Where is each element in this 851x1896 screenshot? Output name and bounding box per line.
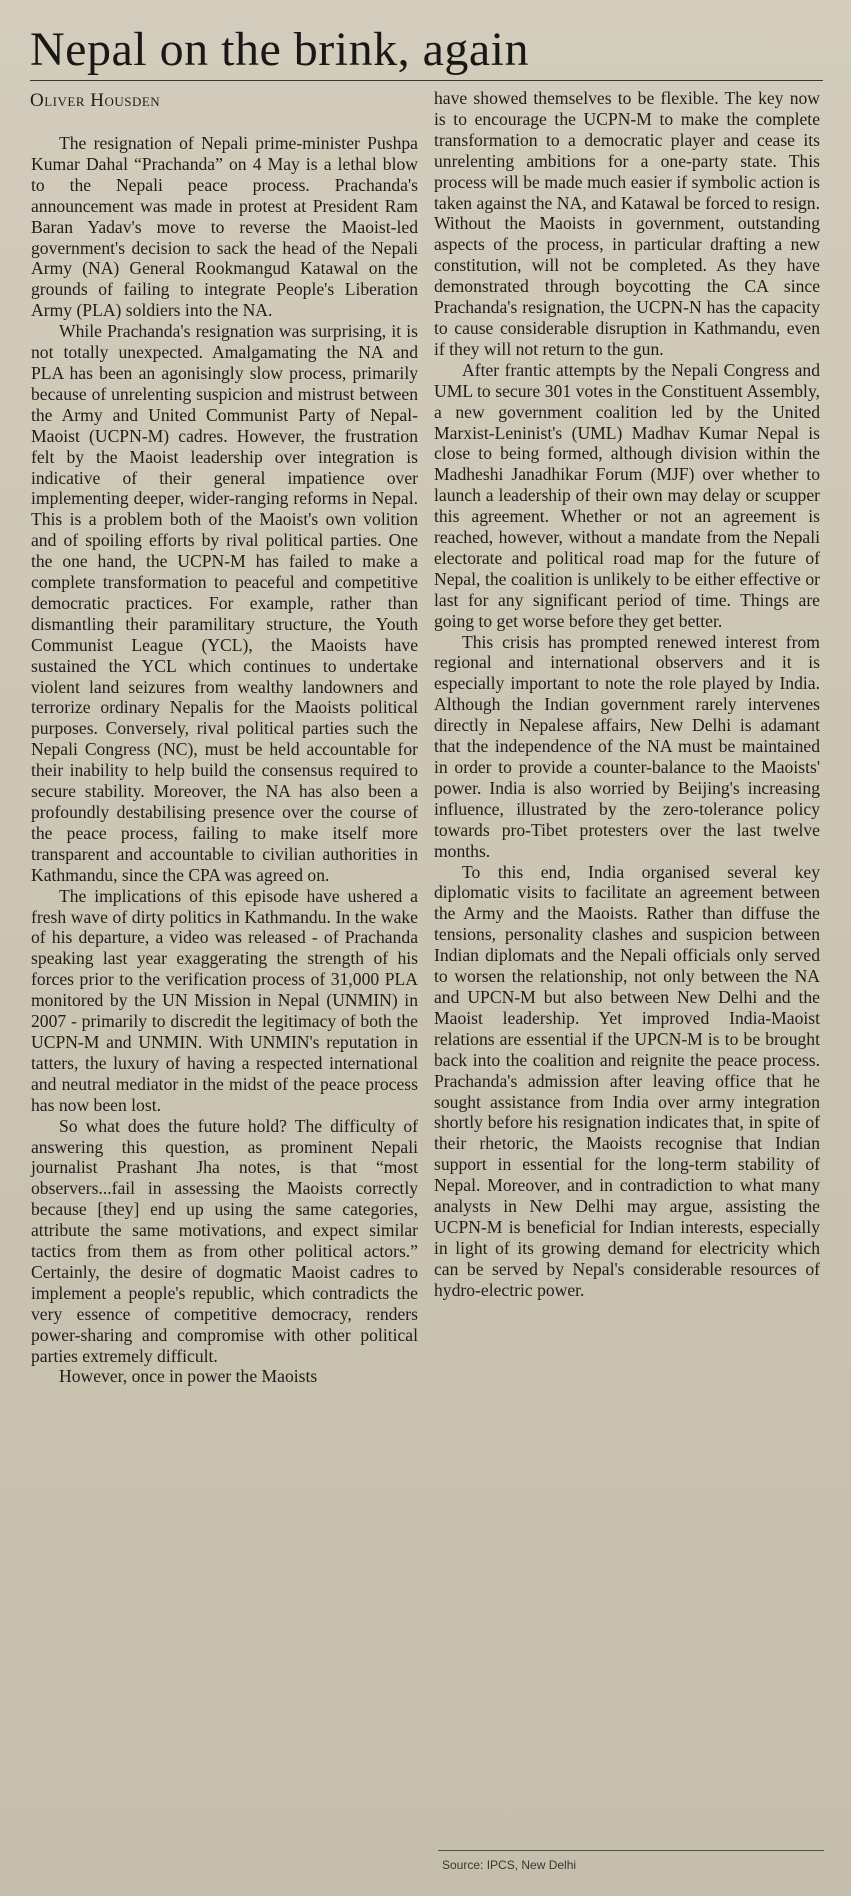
article-column-right: [434, 88, 820, 1301]
paragraph: However, once in power the Maoists: [59, 1366, 318, 1387]
end-rule: [438, 1850, 824, 1851]
article-column-left: [31, 133, 418, 1387]
title-rule: [30, 80, 823, 81]
article-source: Source: IPCS, New Delhi: [442, 1858, 577, 1872]
paragraph: To this end, India organised several key diplomatic visits to facilitate an agreement between the Army and the Maoists. Rather than diffuse the tensions, personality clashes and suspicion between Indian diplomats and the Nepali officials only served to worsen the relationship, not only between the NA and UPCN-M but also between New Delhi and the Maoist leadership. Yet improved India-Maoist relations are essential if the UPCN-M is to be brought back into the coalition and reignite the peace process. Prachanda's admission after leaving office that he sought assistance from India over army integration shortly before his resignation indicates that, in spite of their rhetoric, the Maoists recognise that Indian support in essential for the long-term stability of Nepal. Moreover, and in contradiction to what many analysts in New Delhi may argue, assisting the UCPN-M is beneficial for Indian interests, especially in light of its growing demand for electricity which can be served by Nepal's considerable resources of hydro-electric power.: [434, 861, 820, 1300]
paragraph: This crisis has prompted renewed interest from regional and international observers and it is especially important to note the role played by India. Although the Indian government rarely intervenes directly in Nepalese affairs, New Delhi is adamant that the independence of the NA must be maintained in order to provide a counter-balance to the Maoists' power. India is also worried by Beijing's increasing influence, illustrated by the zero-tolerance policy towards pro-Tibet protesters over the last twelve months.: [434, 631, 820, 861]
article-byline: Oliver Housden: [30, 90, 161, 111]
paragraph: have showed themselves to be flexible. The key now is to encourage the UCPN-M to make the complete transformation to a democratic player and cease its unrelenting ambitions for a one-party state. This process will be made much easier if symbolic action is taken against the NA, and Katawal be forced to resign. Without the Maoists in government, outstanding aspects of the process, in particular drafting a new constitution, will not be completed. As they have demonstrated through boycotting the CA since Prachanda's resignation, the UCPN-N has the capacity to cause considerable disruption in Kathmandu, even if they will not return to the gun.: [434, 88, 820, 359]
article-title: Nepal on the brink, again: [30, 23, 530, 76]
paragraph: So what does the future hold? The difficulty of answering this question, as prominent Nepali journalist Prashant Jha notes, is that “most observers...fail in assessing the Maoists correctly because [they] end up using the same categories, attribute the same motivations, and expect similar tactics from them as from other political actors.” Certainly, the desire of dogmatic Maoist cadres to implement a people's republic, which contradicts the very essence of competitive democracy, renders power-sharing and compromise with other political parties extremely difficult.: [31, 1115, 418, 1366]
paragraph: While Prachanda's resignation was surprising, it is not totally unexpected. Amalgamating the NA and PLA has been an agonisingly slow process, primarily because of unrelenting suspicion and mistrust between the Army and United Communist Party of Nepal-Maoist (UCPN-M) cadres. However, the frustration felt by the Maoist leadership over integration is indicative of their general impatience over implementing deeper, wider-ranging reforms in Nepal. This is a problem both of the Maoist's own volition and of spoiling efforts by rival political parties. One the one hand, the UCPN-M has failed to make a complete transformation to peaceful and competitive democratic practices. For example, rather than dismantling their paramilitary structure, the Youth Communist League (YCL), the Maoists have sustained the YCL which continues to undertake violent land seizures from wealthy landowners and terrorize ordinary Nepalis for the Maoists political purposes. Conversely, rival political parties such the Nepali Congress (NC), must be held accountable for their inability to help build the consensus required to secure stability. Moreover, the NA has also been a profoundly destabilising presence over the course of the peace process, failing to make itself more transparent and accountable to civilian authorities in Kathmandu, since the CPA was agreed on.: [31, 321, 418, 885]
paragraph: The resignation of Nepali prime-minister Pushpa Kumar Dahal “Prachanda” on 4 May is a lethal blow to the Nepali peace process. Prachanda's announcement was made in protest at President Ram Baran Yadav's move to reverse the Maoist-led government's decision to sack the head of the Nepali Army (NA) General Rookmangud Katawal on the grounds of failing to integrate People's Liberation Army (PLA) soldiers into the NA.: [31, 133, 418, 321]
paragraph: After frantic attempts by the Nepali Congress and UML to secure 301 votes in the Constituent Assembly, a new government coalition led by the United Marxist-Leninist's (UML) Madhav Kumar Nepal is close to being formed, although division within the Madheshi Janadhikar Forum (MJF) over whether to launch a leadership of their own may delay or scupper this agreement. Whether or not an agreement is reached, however, without a mandate from the Nepali electorate and political road map for the future of Nepal, the coalition is unlikely to be either effective or last for any significant period of time. Things are going to get worse before they get better.: [434, 359, 820, 631]
paragraph: The implications of this episode have ushered a fresh wave of dirty politics in Kathmandu. In the wake of his departure, a video was released - of Prachanda speaking last year exaggerating the strength of his forces prior to the verification process of 31,000 PLA monitored by the UN Mission in Nepal (UNMIN) in 2007 - primarily to discredit the legitimacy of both the UCPN-M and UNMIN. With UNMIN's reputation in tatters, the luxury of having a respected international and neutral mediator in the midst of the peace process has now been lost.: [31, 885, 418, 1115]
